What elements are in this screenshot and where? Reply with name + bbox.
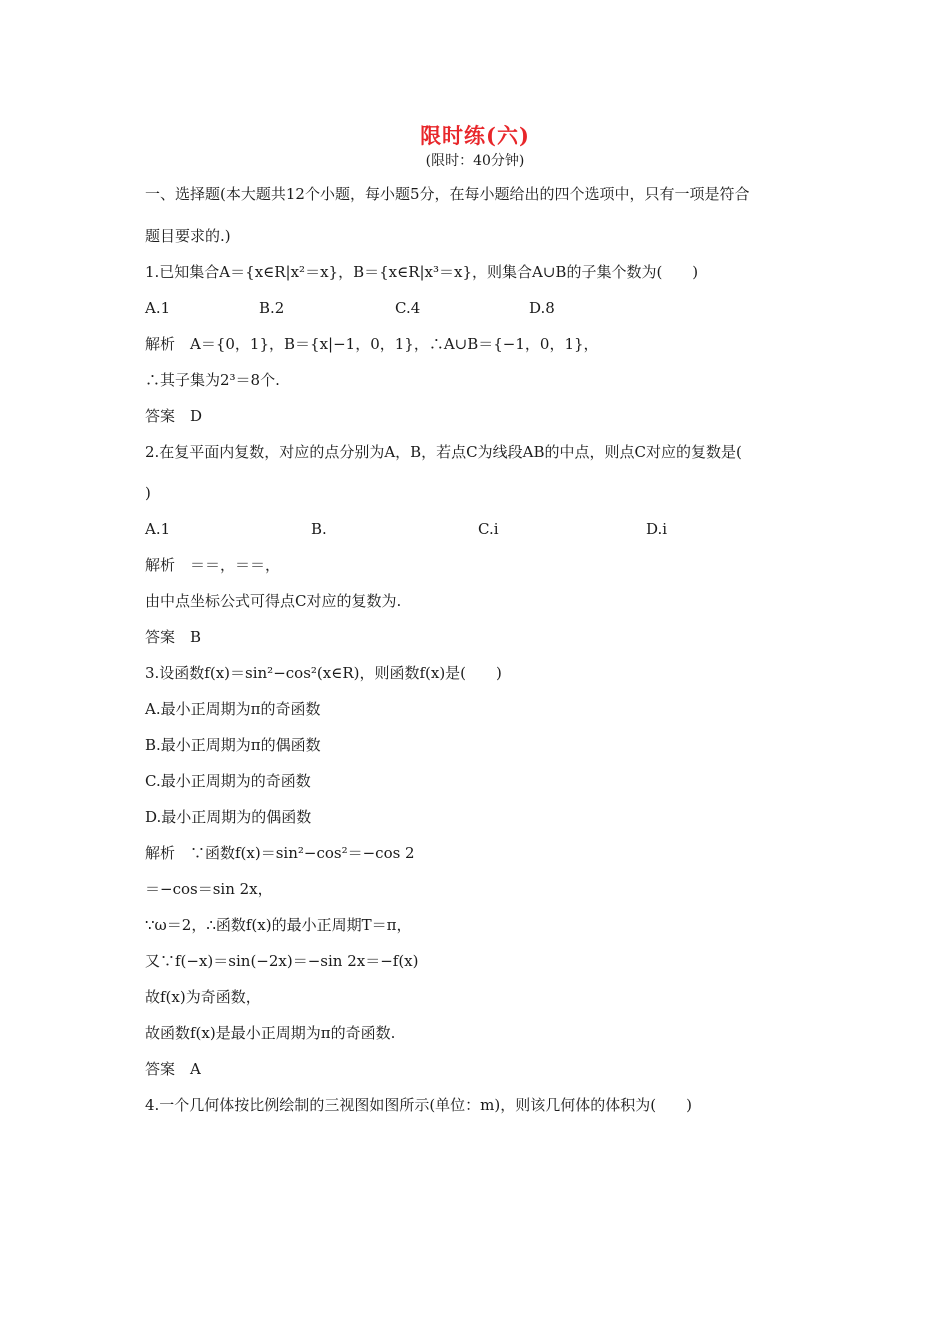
question-3-analysis-6: 故函数f(x)是最小正周期为π的奇函数. [145,1024,396,1042]
question-1-option-a: A.1 [145,299,171,317]
question-2-analysis-2: 由中点坐标公式可得点C对应的复数为. [145,592,402,610]
question-2-option-d: D.i [646,520,668,538]
page-title: 限时练(六) [420,123,530,148]
question-2-option-b: B. [311,520,327,538]
section-heading-line-1: 一、选择题(本大题共12个小题，每小题5分，在每小题给出的四个选项中，只有一项是符合 [145,185,750,203]
question-1-analysis-2: ∴其子集为2³＝8个. [145,371,280,389]
question-1-option-b: B.2 [259,299,285,317]
question-3-stem: 3.设函数f(x)＝sin²−cos²(x∈R)，则函数f(x)是( ) [145,664,502,682]
question-1-option-d: D.8 [529,299,555,317]
question-3-answer: 答案 A [145,1060,201,1078]
question-2-stem-line-1: 2.在复平面内复数，对应的点分别为A，B，若点C为线段AB的中点，则点C对应的复数是( [145,443,742,461]
question-2-answer: 答案 B [145,628,202,646]
question-3-analysis-1: 解析 ∵函数f(x)＝sin²−cos²＝−cos 2 [145,844,415,862]
question-1-analysis-1: 解析 A＝{0，1}，B＝{x|−1，0，1}，∴A∪B＝{−1，0，1}， [145,335,599,353]
question-2-analysis-1: 解析 ＝＝，＝＝， [145,556,281,574]
question-2-option-a: A.1 [145,520,171,538]
question-3-analysis-2: ＝−cos＝sin 2x， [145,880,273,898]
question-3-option-d: D.最小正周期为的偶函数 [145,808,312,826]
question-3-analysis-3: ∵ω＝2，∴函数f(x)的最小正周期T＝π， [145,916,412,934]
question-4-stem: 4.一个几何体按比例绘制的三视图如图所示(单位：m)，则该几何体的体积为( ) [145,1096,692,1114]
question-1-stem: 1.已知集合A＝{x∈R|x²＝x}，B＝{x∈R|x³＝x}，则集合A∪B的子集个数为( ) [145,263,699,281]
question-3-option-a: A.最小正周期为π的奇函数 [145,700,321,718]
question-3-analysis-4: 又∵f(−x)＝sin(−2x)＝−sin 2x＝−f(x) [145,952,419,970]
question-1-answer: 答案 D [145,407,203,425]
question-3-analysis-5: 故f(x)为奇函数， [145,988,261,1006]
question-2-option-c: C.i [478,520,499,538]
question-3-option-c: C.最小正周期为的奇函数 [145,772,311,790]
question-2-stem-line-2: ) [145,484,151,502]
question-3-option-b: B.最小正周期为π的偶函数 [145,736,321,754]
page-subtitle: (限时：40分钟) [425,153,525,169]
question-1-option-c: C.4 [395,299,421,317]
section-heading-line-2: 题目要求的.) [145,227,231,245]
